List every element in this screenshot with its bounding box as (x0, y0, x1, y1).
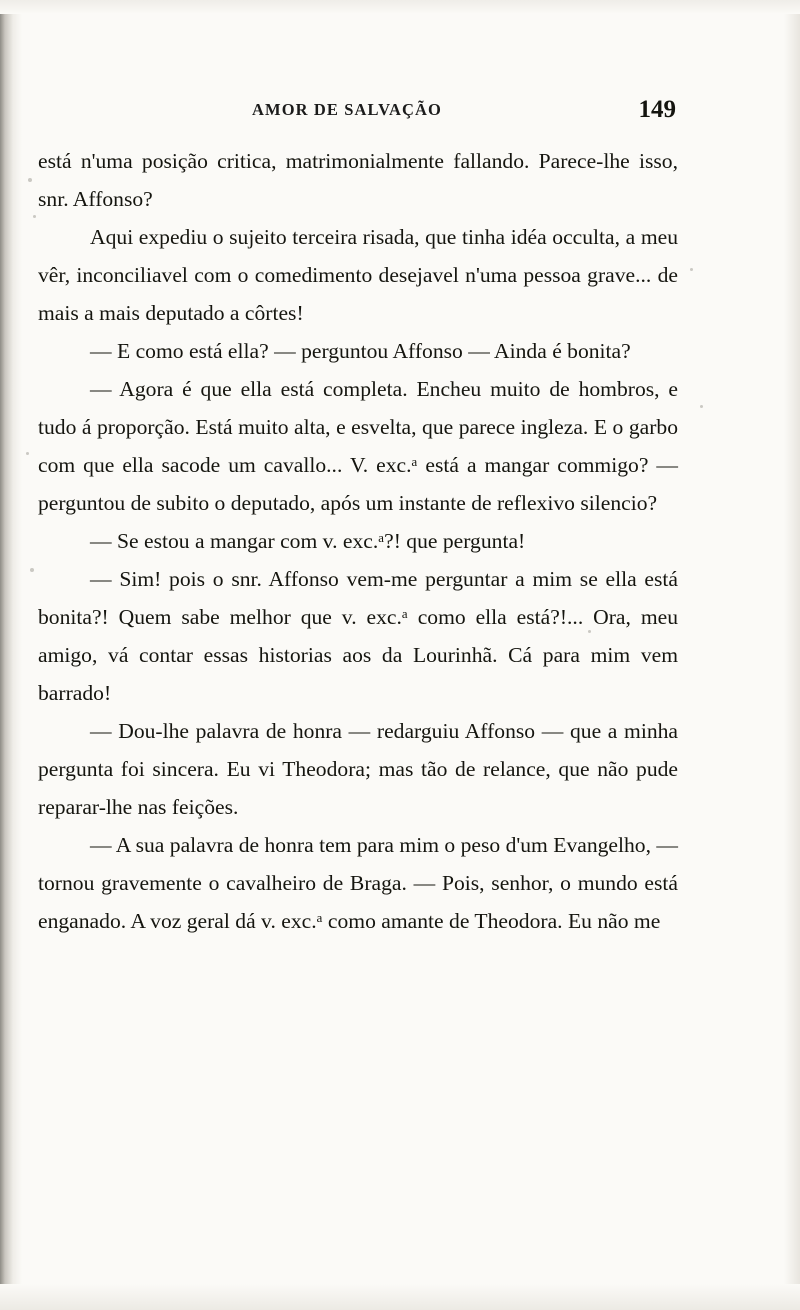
scan-speck (28, 178, 32, 182)
scan-speck (690, 268, 693, 271)
paragraph: — Se estou a mangar com v. exc.ᵃ?! que pergunta! (90, 529, 526, 553)
body-text (38, 142, 678, 940)
paragraph: — Agora é que ella está completa. Encheu muito de hombros, e tudo á proporção. Está muito alta, e esvelta, que parece ingleza. E o garbo com que ella sacode um cavallo... V. exc.ᵃ está a mangar commigo? — perguntou de subito o deputado, após um instante de reflexivo silencio? (38, 377, 678, 515)
scan-edge-right (784, 0, 800, 1310)
book-title: AMOR DE SALVAÇÃO (252, 100, 442, 119)
running-head (38, 96, 678, 134)
page-number: 149 (638, 96, 676, 123)
scan-edge-bottom (0, 1284, 800, 1310)
page-content (38, 96, 678, 940)
scan-speck (26, 452, 29, 455)
paragraph: — E como está ella? — perguntou Affonso — Ainda é bonita? (90, 339, 631, 363)
scan-speck (30, 568, 34, 572)
paragraph: está n'uma posição critica, matrimonialmente fallando. Parece-lhe isso, snr. Affonso? (38, 149, 678, 211)
scan-edge-top (0, 0, 800, 14)
paragraph: — Dou-lhe palavra de honra — redarguiu Affonso — que a minha pergunta foi sincera. Eu vi Theodora; mas tão de relance, que não pude reparar-lhe nas feições. (38, 719, 678, 819)
scan-speck (700, 405, 703, 408)
paragraph: — Sim! pois o snr. Affonso vem-me perguntar a mim se ella está bonita?! Quem sabe melhor que v. exc.ᵃ como ella está?!... Ora, meu amigo, vá contar essas historias aos da Lourinhã. Cá para mim vem barrado! (38, 567, 678, 705)
paragraph: Aqui expediu o sujeito terceira risada, que tinha idéa occulta, a meu vêr, inconciliavel com o comedimento desejavel n'uma pessoa grave... de mais a mais deputado a côrtes! (38, 225, 678, 325)
paragraph: — A sua palavra de honra tem para mim o peso d'um Evangelho, — tornou gravemente o cavalheiro de Braga. — Pois, senhor, o mundo está enganado. A voz geral dá v. exc.ᵃ como amante de Theodora. Eu não me (38, 833, 678, 933)
scan-speck (33, 215, 36, 218)
scan-edge-left (0, 0, 22, 1310)
